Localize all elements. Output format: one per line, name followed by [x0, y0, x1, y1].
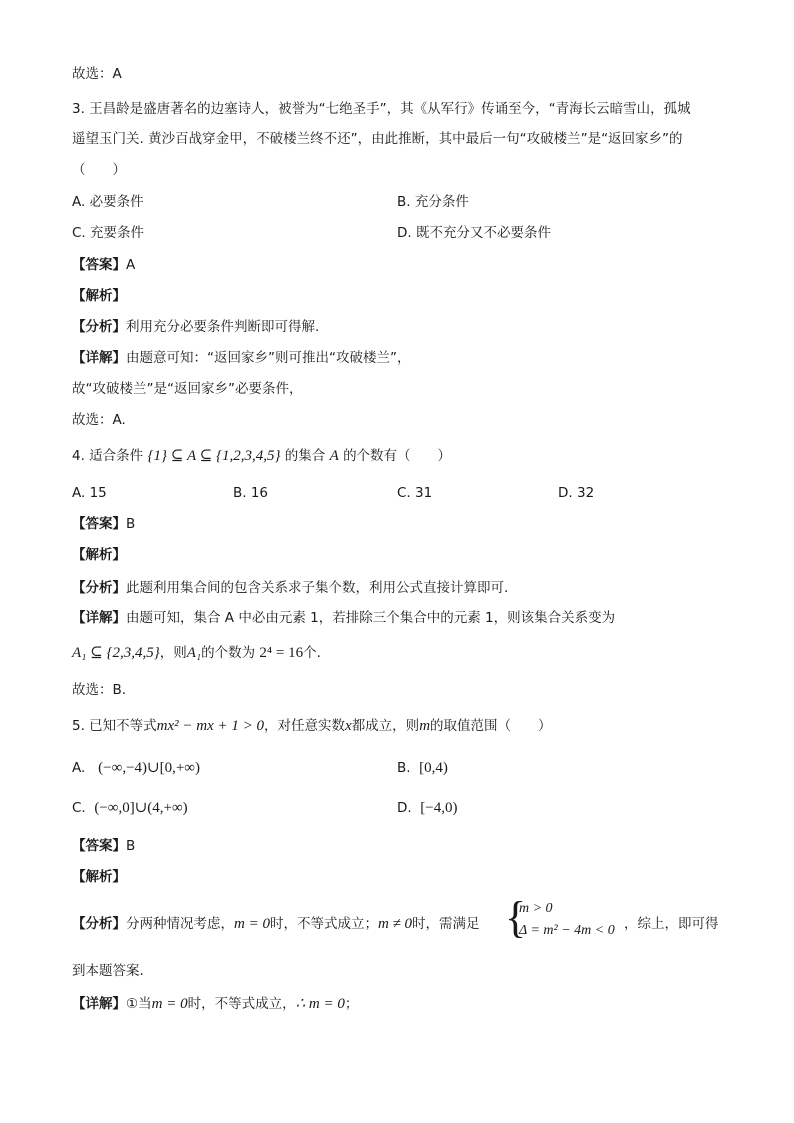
question-5-option-d — [397, 798, 457, 818]
q5-end: 的取值范围（ ） — [430, 718, 552, 734]
q4-end: 的个数有（ ） — [343, 448, 452, 464]
question-4-analysis — [72, 578, 508, 598]
q4-count-of: 的个数为 — [201, 645, 256, 661]
question-5-detail — [72, 994, 358, 1014]
question-3-analysis-heading: 【解析】 — [72, 288, 126, 304]
detail-text-3: ； — [344, 996, 359, 1012]
question-3-analysis — [72, 317, 319, 337]
question-5-answer — [72, 836, 135, 856]
answer-tag: 【答案】 — [72, 257, 126, 273]
detail-tag: 【详解】 — [72, 350, 126, 366]
answer-tag: 【答案】 — [72, 516, 126, 532]
analysis-text: 利用充分必要条件判断即可得解. — [126, 319, 320, 335]
question-3-text-line-2: 遥望玉门关. 黄沙百战穿金甲，不破楼兰终不还”，由此推断，其中最后一句“攻破楼兰”是“返回家乡”的 — [72, 131, 683, 147]
answer-tag: 【答案】 — [72, 838, 126, 854]
question-4-option-a: A. 15 — [72, 485, 107, 501]
q4-count-math: 2⁴ = 16 — [259, 645, 304, 661]
conclusion-line: 故选：A — [72, 66, 122, 82]
question-3-option-a: A. 必要条件 — [72, 194, 144, 210]
q5-detail-m-eq-0: m = 0 — [151, 996, 188, 1012]
q5-inequality-math: mx² − mx + 1 > 0 — [156, 718, 265, 734]
question-3-blank: （ ） — [72, 162, 126, 178]
question-5-analysis-line-2: 到本题答案. — [72, 963, 144, 979]
question-5-analysis — [72, 914, 480, 934]
detail-text-2: 时，不等式成立， — [187, 996, 296, 1012]
question-5-option-c — [72, 798, 188, 818]
question-4-text — [72, 446, 451, 466]
option-letter: D. — [397, 800, 412, 816]
question-5-analysis-heading: 【解析】 — [72, 869, 126, 885]
analysis-tag: 【分析】 — [72, 580, 126, 596]
q4-then: ，则 — [159, 645, 187, 661]
q4-mid: 的集合 — [284, 448, 326, 464]
question-4-option-d: D. 32 — [558, 485, 595, 501]
system-row-1: m > 0 — [519, 901, 553, 916]
question-3-answer — [72, 255, 135, 275]
option-value: [0,4) — [419, 760, 448, 776]
q5-var-x: x — [345, 718, 352, 734]
option-letter: B. — [397, 760, 411, 776]
option-value: [−4,0) — [420, 800, 458, 816]
question-3-option-b: B. 充分条件 — [397, 194, 469, 210]
q4-subset-math: A₁ ⊆ {2,3,4,5} — [72, 645, 160, 661]
question-5-text — [72, 716, 552, 736]
answer-value: B — [126, 516, 136, 532]
analysis-tag: 【分析】 — [72, 319, 126, 335]
question-3-option-c: C. 充要条件 — [72, 225, 145, 241]
question-4-detail-line-2 — [72, 643, 321, 663]
analysis-text-1: 分两种情况考虑， — [126, 916, 234, 932]
question-5-option-a — [72, 758, 200, 778]
question-4-detail — [72, 608, 615, 628]
option-value: (−∞,0]∪(4,+∞) — [94, 800, 188, 816]
detail-text: 由题意可知：“返回家乡”则可推出“攻破楼兰”， — [126, 350, 411, 366]
analysis-tag: 【分析】 — [72, 916, 126, 932]
q5-m-eq-0: m = 0 — [234, 916, 270, 932]
left-brace: { — [505, 893, 527, 942]
option-letter: C. — [72, 800, 86, 816]
analysis-text-2: 时，不等式成立； — [269, 916, 378, 932]
option-value: (−∞,−4)∪[0,+∞) — [98, 760, 200, 776]
analysis-text: 此题利用集合间的包含关系求子集个数，利用公式直接计算即可. — [126, 580, 509, 596]
question-4-option-c: C. 31 — [397, 485, 433, 501]
q4-a1: A₁ — [186, 645, 202, 661]
question-3-option-d: D. 既不充分又不必要条件 — [397, 225, 551, 241]
question-4-answer — [72, 514, 135, 534]
question-3-text-line-1: 3. 王昌龄是盛唐著名的边塞诗人，被誉为“七绝圣手”，其《从军行》传诵至今，“青海长云暗雪山，孤城 — [72, 101, 691, 117]
q4-condition-math: {1} ⊆ A ⊆ {1,2,3,4,5} — [147, 448, 281, 464]
q4-set-a: A — [329, 448, 339, 464]
q5-mid2: 都成立，则 — [351, 718, 420, 734]
analysis-text-3: 时，需满足 — [412, 916, 480, 932]
detail-tag: 【详解】 — [72, 610, 126, 626]
q5-mid: ，对任意实数 — [264, 718, 346, 734]
q4-unit: 个. — [303, 645, 321, 661]
question-4-conclusion: 故选：B. — [72, 682, 127, 698]
answer-value: B — [126, 838, 136, 854]
question-4-analysis-heading: 【解析】 — [72, 547, 126, 563]
q4-prefix: 4. 适合条件 — [72, 448, 144, 464]
question-3-conclusion: 故选：A. — [72, 412, 126, 428]
detail-text: 由题可知，集合 A 中必由元素 1，若排除三个集合中的元素 1，则该集合关系变为 — [126, 610, 616, 626]
q5-prefix: 5. 已知不等式 — [72, 718, 157, 734]
system-row-2: Δ = m² − 4m < 0 — [519, 923, 615, 938]
question-4-option-b: B. 16 — [233, 485, 269, 501]
question-3-detail — [72, 348, 410, 368]
q5-m-neq-0: m ≠ 0 — [377, 916, 413, 932]
question-5-option-b — [397, 758, 448, 778]
answer-value: A — [126, 257, 136, 273]
detail-text-1: ①当 — [126, 996, 152, 1012]
question-3-detail-line-2: 故“攻破楼兰”是“返回家乡”必要条件， — [72, 381, 303, 397]
question-5-analysis-tail: ，综上，即可得 — [624, 916, 719, 932]
option-letter: A. — [72, 760, 86, 776]
q5-therefore-math: ∴ m = 0 — [295, 996, 345, 1012]
detail-tag: 【详解】 — [72, 996, 126, 1012]
q5-var-m: m — [419, 718, 431, 734]
